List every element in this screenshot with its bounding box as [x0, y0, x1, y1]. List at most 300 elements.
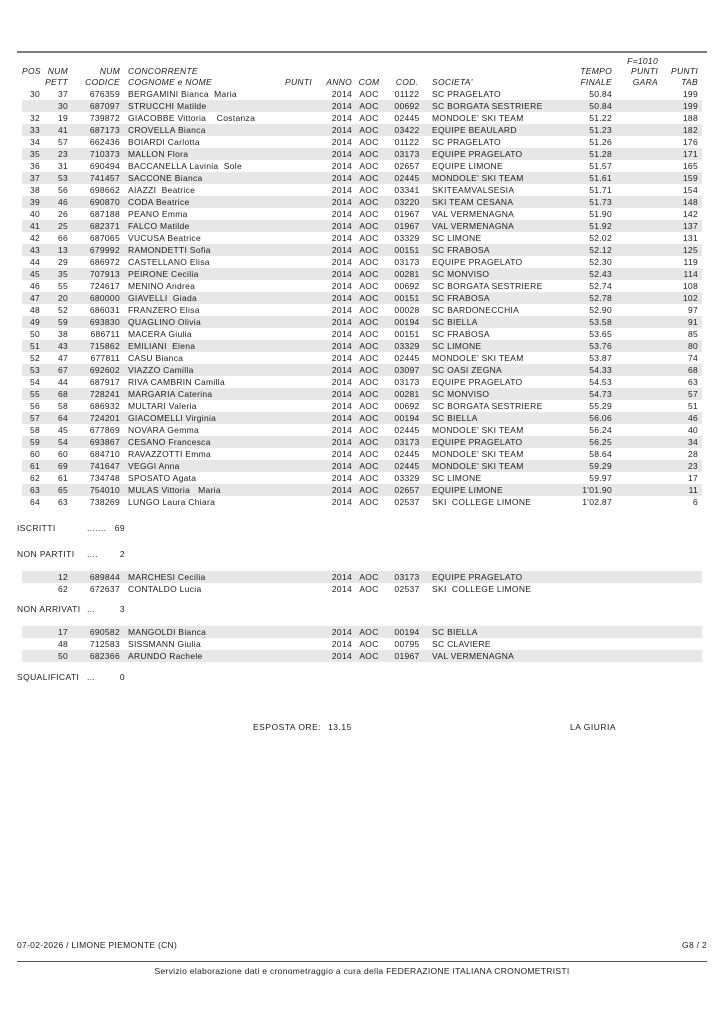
- cell-punti: [276, 112, 316, 124]
- cell-societa: EQUIPE LIMONE: [432, 161, 503, 171]
- table-row: [22, 484, 702, 496]
- cell-codice: 687065: [89, 233, 120, 243]
- cell-codice: 690870: [89, 197, 120, 207]
- cell-societa: SC OASI ZEGNA: [432, 365, 503, 375]
- cell-societa: EQUIPE PRAGELATO: [432, 377, 523, 387]
- cell-punti: [276, 650, 316, 662]
- cell-cod: 00194: [394, 627, 420, 637]
- cell-com: AOC: [359, 449, 379, 459]
- cell-gara: [614, 412, 660, 424]
- cell-pett: 29: [57, 257, 68, 267]
- cell-societa: SKITEAMVALSESIA: [432, 185, 515, 195]
- cell-tab: 199: [682, 101, 698, 111]
- cell-pett: 35: [57, 269, 68, 279]
- cell-societa: SC FRABOSA: [432, 245, 490, 255]
- non-partiti-value: 2: [119, 549, 125, 559]
- cell-cod: 03329: [394, 341, 420, 351]
- cell-tab: 80: [687, 341, 698, 351]
- cell-anno: 2014: [331, 149, 352, 159]
- cell-com: AOC: [359, 461, 379, 471]
- cell-anno: 2014: [331, 245, 352, 255]
- cell-cod: 02657: [394, 485, 420, 495]
- cell-tab: 85: [687, 329, 698, 339]
- cell-cod: 00194: [394, 317, 420, 327]
- cell-pos: 53: [29, 365, 40, 375]
- cell-societa: SKI TEAM CESANA: [432, 197, 514, 207]
- cell-pos: 32: [29, 113, 40, 123]
- cell-societa: SC FRABOSA: [432, 329, 490, 339]
- cell-gara: [614, 340, 660, 352]
- non-partiti-dots: ....: [87, 549, 99, 559]
- cell-codice: 687188: [89, 209, 120, 219]
- cell-tempo: 53.76: [589, 341, 612, 351]
- cell-pos: 56: [29, 401, 40, 411]
- cell-punti: [276, 208, 316, 220]
- cell-societa: MONDOLE' SKI TEAM: [432, 461, 524, 471]
- cell-pos: 49: [29, 317, 40, 327]
- cell-tab: 46: [687, 413, 698, 423]
- cell-anno: 2014: [331, 461, 352, 471]
- cell-com: AOC: [359, 437, 379, 447]
- cell-codice: 690494: [89, 161, 120, 171]
- cell-tempo: 51.28: [589, 149, 612, 159]
- cell-gara: [614, 112, 660, 124]
- cell-tempo: [566, 626, 614, 638]
- cell-punti: [276, 571, 316, 583]
- cell-anno: 2014: [331, 173, 352, 183]
- cell-punti: [276, 638, 316, 650]
- table-row: [22, 388, 702, 400]
- cell-nome: STRUCCHI Matilde: [128, 101, 207, 111]
- cell-com: AOC: [359, 473, 379, 483]
- cell-anno: 2014: [331, 639, 352, 649]
- cell-pett: 23: [57, 149, 68, 159]
- table-row: [22, 448, 702, 460]
- cell-cod: 03329: [394, 233, 420, 243]
- cell-tempo: 58.64: [589, 449, 612, 459]
- cell-nome: GIAVELLI Giada: [128, 293, 198, 303]
- cell-societa: SC BIELLA: [432, 627, 478, 637]
- cell-punti: [276, 304, 316, 316]
- cell-punti: [276, 148, 316, 160]
- cell-pos: [22, 571, 44, 583]
- cell-pos: 63: [29, 485, 40, 495]
- cell-societa: SC PRAGELATO: [432, 137, 501, 147]
- cell-pett: 43: [57, 341, 68, 351]
- header-cognome-nome: COGNOME e NOME: [128, 77, 213, 87]
- cell-gara: [614, 376, 660, 388]
- cell-tempo: 54.33: [589, 365, 612, 375]
- cell-codice: 662436: [89, 137, 120, 147]
- esposta-ore-label: ESPOSTA ORE:: [253, 722, 322, 732]
- cell-punti: [276, 292, 316, 304]
- cell-pett: 17: [57, 627, 68, 637]
- cell-gara: [614, 496, 660, 508]
- cell-societa: SKI COLLEGE LIMONE: [432, 497, 532, 507]
- cell-codice: 741457: [89, 173, 120, 183]
- cell-punti: [276, 460, 316, 472]
- cell-punti: [276, 364, 316, 376]
- cell-punti: [276, 100, 316, 112]
- cell-cod: 02537: [394, 497, 420, 507]
- cell-anno: 2014: [331, 473, 352, 483]
- cell-societa: MONDOLE' SKI TEAM: [432, 449, 524, 459]
- cell-com: AOC: [359, 173, 379, 183]
- table-row: [22, 232, 702, 244]
- cell-tab: 188: [682, 113, 698, 123]
- table-row: [22, 352, 702, 364]
- table-row: [22, 638, 702, 650]
- cell-nome: VEGGI Anna: [128, 461, 180, 471]
- cell-cod: 03220: [394, 197, 420, 207]
- table-row: [22, 196, 702, 208]
- cell-tempo: 52.12: [589, 245, 612, 255]
- cell-cod: 00151: [394, 329, 420, 339]
- cell-anno: 2014: [331, 137, 352, 147]
- cell-codice: 676359: [89, 89, 120, 99]
- cell-pett: 52: [57, 305, 68, 315]
- header-finale: FINALE: [580, 77, 612, 87]
- cell-punti: [276, 232, 316, 244]
- cell-gara: [614, 256, 660, 268]
- cell-pett: 13: [57, 245, 68, 255]
- cell-tab: 63: [687, 377, 698, 387]
- header-pett: PETT: [45, 77, 68, 87]
- cell-punti: [276, 436, 316, 448]
- cell-tempo: 50.84: [589, 89, 612, 99]
- cell-codice: 738269: [89, 497, 120, 507]
- cell-pos: 33: [29, 125, 40, 135]
- table-row: [22, 571, 702, 583]
- cell-pett: 44: [57, 377, 68, 387]
- table-row: [22, 364, 702, 376]
- iscritti-line: [17, 523, 125, 535]
- cell-pos: 59: [29, 437, 40, 447]
- cell-nome: CONTALDO Lucia: [128, 584, 202, 594]
- cell-punti: [276, 316, 316, 328]
- cell-gara: [614, 448, 660, 460]
- table-row: [22, 460, 702, 472]
- cell-gara: [614, 268, 660, 280]
- non-partiti-table: [22, 571, 702, 595]
- cell-tab: 148: [682, 197, 698, 207]
- cell-societa: SC BIELLA: [432, 413, 478, 423]
- cell-com: AOC: [359, 413, 379, 423]
- cell-pos: 61: [29, 461, 40, 471]
- cell-tab: 23: [687, 461, 698, 471]
- cell-gara: [614, 638, 660, 650]
- cell-tempo: 56.06: [589, 413, 612, 423]
- cell-nome: ARUNDO Rachele: [128, 651, 203, 661]
- cell-pos: 57: [29, 413, 40, 423]
- cell-codice: 684710: [89, 449, 120, 459]
- cell-cod: 03173: [394, 149, 420, 159]
- cell-anno: 2014: [331, 401, 352, 411]
- cell-gara: [614, 244, 660, 256]
- cell-gara: [614, 460, 660, 472]
- cell-anno: 2014: [331, 584, 352, 594]
- cell-pos: 54: [29, 377, 40, 387]
- cell-punti: [276, 472, 316, 484]
- cell-societa: EQUIPE PRAGELATO: [432, 437, 523, 447]
- cell-codice: 724201: [89, 413, 120, 423]
- cell-tab: 40: [687, 425, 698, 435]
- cell-codice: 728241: [89, 389, 120, 399]
- cell-cod: 01967: [394, 209, 420, 219]
- cell-codice: 679992: [89, 245, 120, 255]
- cell-com: AOC: [359, 233, 379, 243]
- cell-anno: 2014: [331, 413, 352, 423]
- header-anno: ANNO: [326, 77, 352, 87]
- cell-codice: 739872: [89, 113, 120, 123]
- cell-tab: 165: [682, 161, 698, 171]
- cell-com: AOC: [359, 572, 379, 582]
- cell-gara: [614, 472, 660, 484]
- cell-cod: 00281: [394, 389, 420, 399]
- cell-codice: 692602: [89, 365, 120, 375]
- cell-tempo: 1'02.87: [582, 497, 612, 507]
- cell-nome: VUCUSA Beatrice: [128, 233, 201, 243]
- cell-com: AOC: [359, 305, 379, 315]
- cell-com: AOC: [359, 281, 379, 291]
- cell-nome: MULTARI Valeria: [128, 401, 197, 411]
- cell-anno: 2014: [331, 125, 352, 135]
- cell-anno: 2014: [331, 101, 352, 111]
- cell-codice: 686972: [89, 257, 120, 267]
- cell-societa: SC LIMONE: [432, 341, 482, 351]
- cell-tab: 182: [682, 125, 698, 135]
- cell-cod: 00281: [394, 269, 420, 279]
- cell-anno: 2014: [331, 627, 352, 637]
- cell-nome: BACCANELLA Lavinia Sole: [128, 161, 242, 171]
- cell-pett: 58: [57, 401, 68, 411]
- cell-codice: 715862: [89, 341, 120, 351]
- cell-pett: 30: [57, 101, 68, 111]
- cell-nome: RAMONDETTI Sofia: [128, 245, 211, 255]
- cell-nome: PEIRONE Cecilia: [128, 269, 199, 279]
- cell-pett: 64: [57, 413, 68, 423]
- cell-nome: LUNGO Laura Chiara: [128, 497, 216, 507]
- cell-codice: 686711: [90, 329, 120, 339]
- cell-nome: MARCHESI Cecilia: [128, 572, 206, 582]
- cell-anno: 2014: [331, 341, 352, 351]
- cell-cod: 03173: [394, 257, 420, 267]
- cell-cod: 03097: [394, 365, 420, 375]
- cell-pett: 46: [57, 197, 68, 207]
- cell-pos: 42: [29, 233, 40, 243]
- cell-nome: EMILIANI Elena: [128, 341, 196, 351]
- cell-codice: 672637: [89, 584, 120, 594]
- cell-tab: [660, 650, 702, 662]
- header-societa: SOCIETA': [432, 77, 473, 87]
- cell-com: AOC: [359, 113, 379, 123]
- cell-pett: 20: [57, 293, 68, 303]
- cell-anno: 2014: [331, 651, 352, 661]
- cell-tab: 131: [682, 233, 698, 243]
- cell-nome: BERGAMINI Bianca Maria: [128, 89, 237, 99]
- cell-com: AOC: [359, 125, 379, 135]
- cell-com: AOC: [359, 221, 379, 231]
- cell-cod: 00151: [394, 245, 420, 255]
- squalificati-dots: ...: [87, 672, 96, 682]
- cell-nome: MULAS Vittoria Maria: [128, 485, 221, 495]
- cell-tempo: 54.73: [589, 389, 612, 399]
- table-row: [22, 148, 702, 160]
- cell-nome: NOVARA Gemma: [128, 425, 199, 435]
- cell-nome: MANGOLDI Bianca: [128, 627, 207, 637]
- cell-anno: 2014: [331, 449, 352, 459]
- cell-tempo: 52.30: [589, 257, 612, 267]
- cell-gara: [614, 136, 660, 148]
- cell-societa: EQUIPE PRAGELATO: [432, 257, 523, 267]
- cell-anno: 2014: [331, 197, 352, 207]
- cell-tempo: 1'01.90: [582, 485, 612, 495]
- non-partiti-line: [17, 549, 125, 561]
- cell-codice: 680000: [89, 293, 120, 303]
- cell-cod: 01122: [394, 137, 420, 147]
- cell-anno: 2014: [331, 233, 352, 243]
- cell-codice: 712583: [89, 639, 120, 649]
- cell-codice: 682366: [89, 651, 120, 661]
- cell-tempo: 56.25: [589, 437, 612, 447]
- cell-nome: SISSMANN Giulia: [128, 639, 201, 649]
- cell-nome: MALLON Flora: [128, 149, 189, 159]
- cell-punti: [276, 583, 316, 595]
- cell-anno: 2014: [331, 113, 352, 123]
- cell-pett: 63: [57, 497, 68, 507]
- cell-punti: [276, 136, 316, 148]
- table-row: [22, 583, 702, 595]
- cell-societa: SKI COLLEGE LIMONE: [432, 584, 532, 594]
- cell-anno: 2014: [331, 281, 352, 291]
- cell-pett: 41: [57, 125, 68, 135]
- cell-com: AOC: [359, 197, 379, 207]
- cell-nome: FALCO Matilde: [128, 221, 190, 231]
- cell-societa: SC CLAVIERE: [432, 639, 491, 649]
- cell-tempo: 52.78: [589, 293, 612, 303]
- cell-anno: 2014: [331, 269, 352, 279]
- cell-tab: 68: [687, 365, 698, 375]
- cell-pos: 60: [29, 449, 40, 459]
- cell-societa: EQUIPE BEAULARD: [432, 125, 517, 135]
- cell-pett: 60: [57, 449, 68, 459]
- cell-societa: SC BORGATA SESTRIERE: [432, 281, 543, 291]
- cell-pos: 62: [29, 473, 40, 483]
- cell-com: AOC: [359, 329, 379, 339]
- cell-punti: [276, 484, 316, 496]
- cell-tempo: 52.02: [589, 233, 612, 243]
- cell-codice: 677869: [89, 425, 120, 435]
- cell-pos: 64: [29, 497, 40, 507]
- cell-punti: [276, 412, 316, 424]
- header-tempo: TEMPO: [580, 66, 612, 76]
- esposta-ore-time: 13.15: [328, 722, 352, 732]
- squalificati-label: SQUALIFICATI: [17, 672, 80, 682]
- cell-punti: [276, 220, 316, 232]
- cell-codice: 687097: [89, 101, 120, 111]
- la-giuria-label: LA GIURIA: [570, 722, 617, 732]
- cell-punti: [276, 160, 316, 172]
- cell-nome: CASTELLANO Elisa: [128, 257, 210, 267]
- cell-societa: SC LIMONE: [432, 233, 482, 243]
- cell-cod: 00692: [394, 281, 420, 291]
- cell-codice: 686932: [89, 401, 120, 411]
- cell-societa: MONDOLE' SKI TEAM: [432, 113, 524, 123]
- cell-anno: 2014: [331, 317, 352, 327]
- cell-gara: [614, 292, 660, 304]
- footer-page-number: G8 / 2: [682, 940, 707, 950]
- cell-punti: [276, 280, 316, 292]
- cell-punti: [276, 184, 316, 196]
- table-row: [22, 436, 702, 448]
- cell-com: AOC: [359, 401, 379, 411]
- cell-societa: SC BORGATA SESTRIERE: [432, 101, 543, 111]
- cell-gara: [614, 232, 660, 244]
- cell-tab: 6: [692, 497, 698, 507]
- header-punti-tab-top: PUNTI: [671, 66, 698, 76]
- cell-nome: CROVELLA Bianca: [128, 125, 206, 135]
- cell-pos: 50: [29, 329, 40, 339]
- cell-anno: 2014: [331, 353, 352, 363]
- cell-pos: [22, 626, 44, 638]
- table-row: [22, 184, 702, 196]
- cell-tab: 51: [687, 401, 698, 411]
- cell-cod: 00692: [394, 101, 420, 111]
- cell-tempo: 51.22: [589, 113, 612, 123]
- cell-nome: MENINO Andrea: [128, 281, 196, 291]
- cell-tempo: [566, 571, 614, 583]
- non-arrivati-table: [22, 626, 702, 662]
- cell-tempo: 52.90: [589, 305, 612, 315]
- cell-com: AOC: [359, 377, 379, 387]
- table-row: [22, 424, 702, 436]
- cell-tempo: 51.26: [589, 137, 612, 147]
- cell-anno: 2014: [331, 305, 352, 315]
- non-arrivati-dots: ...: [87, 604, 96, 614]
- cell-anno: 2014: [331, 485, 352, 495]
- header-gara: GARA: [632, 77, 658, 87]
- cell-com: AOC: [359, 317, 379, 327]
- cell-codice: 754010: [89, 485, 120, 495]
- cell-pos: [22, 638, 44, 650]
- cell-societa: SC BIELLA: [432, 317, 478, 327]
- cell-anno: 2014: [331, 437, 352, 447]
- cell-nome: MARGARIA Caterina: [128, 389, 213, 399]
- giuria-line: [0, 722, 724, 734]
- cell-codice: 693830: [89, 317, 120, 327]
- cell-com: AOC: [359, 245, 379, 255]
- cell-com: AOC: [359, 627, 379, 637]
- header-cod: COD.: [395, 77, 419, 87]
- cell-cod: 03173: [394, 572, 420, 582]
- cell-tempo: 55.29: [589, 401, 612, 411]
- cell-tab: 142: [682, 209, 698, 219]
- cell-nome: GIACOMELLI Virginia: [128, 413, 217, 423]
- cell-cod: 01967: [394, 651, 420, 661]
- cell-punti: [276, 172, 316, 184]
- cell-societa: EQUIPE LIMONE: [432, 485, 503, 495]
- cell-societa: SC BARDONECCHIA: [432, 305, 520, 315]
- cell-tempo: 52.43: [589, 269, 612, 279]
- cell-tab: 74: [687, 353, 698, 363]
- cell-punti: [276, 400, 316, 412]
- cell-gara: [614, 650, 660, 662]
- cell-tab: 91: [687, 317, 698, 327]
- cell-cod: 00194: [394, 413, 420, 423]
- cell-codice: 689844: [89, 572, 120, 582]
- cell-com: AOC: [359, 293, 379, 303]
- header-num-codice-top: NUM: [99, 66, 120, 76]
